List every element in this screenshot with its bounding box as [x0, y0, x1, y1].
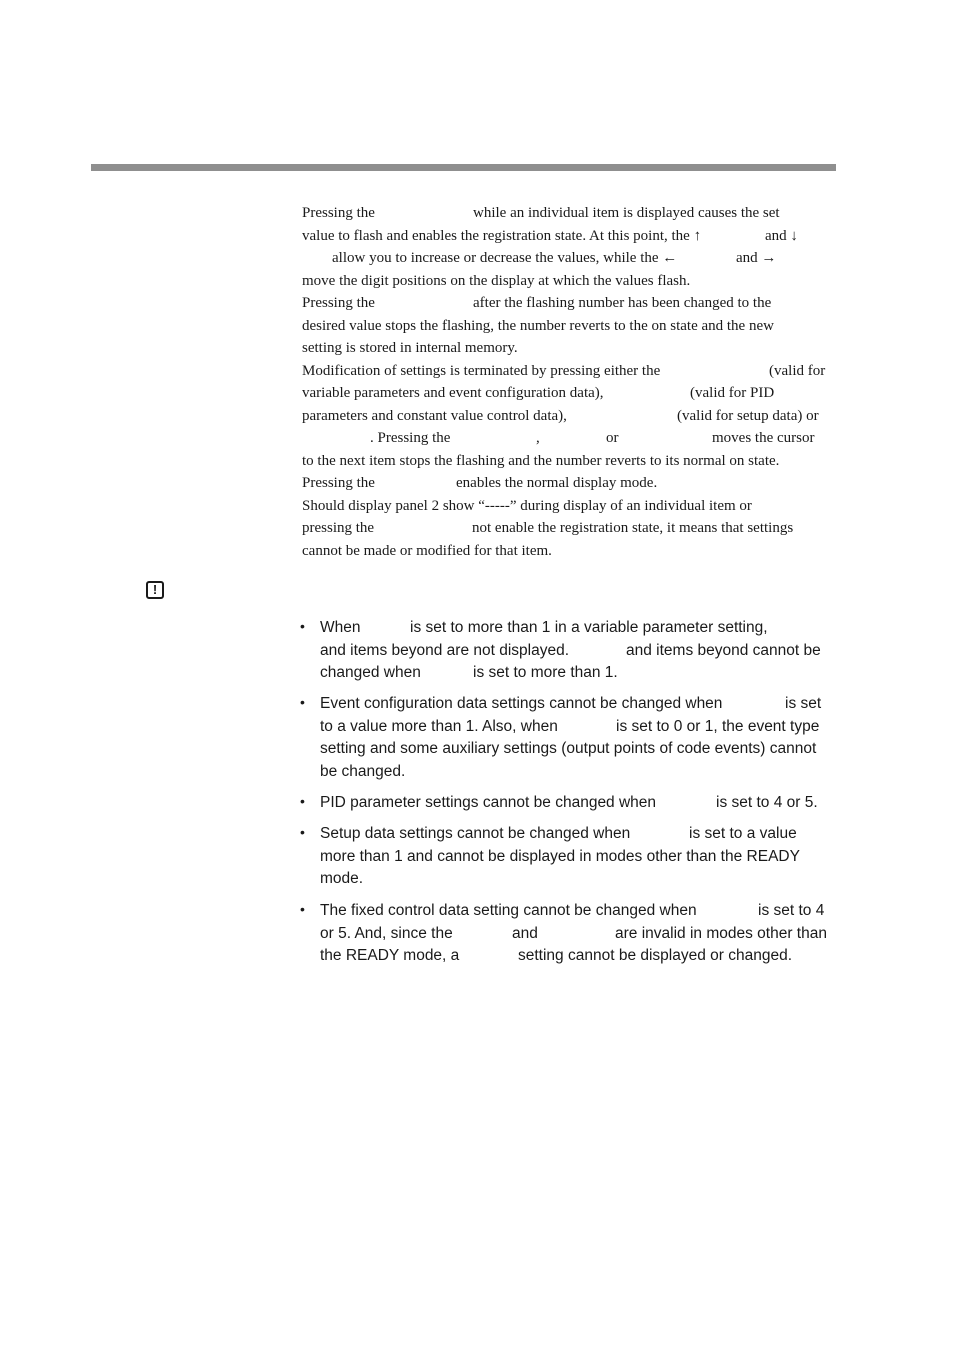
- text-segment: is set to a value: [689, 825, 797, 842]
- text-segment: is set: [785, 695, 822, 712]
- text-segment: is set to 4 or 5.: [716, 794, 818, 811]
- text-segment: (valid for: [769, 362, 826, 379]
- text-segment: or: [606, 430, 619, 446]
- text-segment: are invalid in modes other than: [615, 924, 827, 942]
- text-segment: moves the cursor: [712, 430, 815, 446]
- text-segment: Event configuration data settings cannot be changed when: [320, 695, 723, 712]
- text-segment: (valid for setup data) or: [677, 407, 819, 424]
- text-segment: is set to 0 or 1, the event type: [616, 717, 820, 735]
- text-segment: is set to more than 1 in a variable parameter setting,: [410, 619, 768, 636]
- bullet-marker: •: [300, 618, 305, 634]
- text-segment: Should display panel 2 show “-----” during display of an individual item or: [302, 497, 752, 514]
- text-segment: Pressing the: [302, 475, 375, 491]
- text-segment: cannot be made or modified for that item.: [302, 542, 552, 559]
- text-segment: and: [512, 924, 538, 942]
- text-segment: or 5. And, since the: [320, 924, 453, 942]
- text-segment: changed when: [320, 664, 421, 681]
- text-segment: allow you to increase or decrease the values, while the ←: [332, 250, 678, 266]
- text-segment: setting is stored in internal memory.: [302, 340, 518, 356]
- bullet-marker: •: [300, 824, 305, 840]
- text-segment: and →: [736, 250, 777, 266]
- header-rule: [91, 164, 836, 171]
- text-segment: variable parameters and event configuration data),: [302, 385, 604, 401]
- bullet-marker: •: [300, 694, 305, 710]
- bullet-marker: •: [300, 793, 305, 809]
- text-segment: enables the normal display mode.: [456, 475, 658, 491]
- text-segment: be changed.: [320, 762, 406, 780]
- text-segment: not enable the registration state, it means that settings: [472, 520, 794, 536]
- text-segment: setting and some auxiliary settings (output points of code events) cannot: [320, 740, 817, 757]
- text-segment: and items beyond are not displayed.: [320, 641, 570, 659]
- text-segment: Setup data settings cannot be changed when: [320, 825, 631, 842]
- text-segment: mode.: [320, 870, 364, 887]
- text-segment: Pressing the: [302, 205, 375, 221]
- text-segment: more than 1 and cannot be displayed in modes other than the READY: [320, 847, 800, 865]
- text-segment: move the digit positions on the display at which the values flash.: [302, 272, 691, 289]
- caution-icon: !: [146, 581, 164, 599]
- text-segment: and ↓: [765, 227, 798, 244]
- text-segment: The fixed control data setting cannot be changed when: [320, 902, 697, 919]
- text-segment: is set to 4: [758, 902, 825, 919]
- text-segment: setting cannot be displayed or changed.: [518, 947, 793, 964]
- text-segment: When: [320, 619, 361, 636]
- text-segment: to a value more than 1. Also, when: [320, 717, 558, 735]
- text-segment: Pressing the: [302, 295, 375, 311]
- text-segment: . Pressing the: [370, 430, 451, 446]
- text-segment: value to flash and enables the registration state. At this point, the ↑: [302, 227, 702, 244]
- text-segment: parameters and constant value control data),: [302, 407, 567, 424]
- text-segment: PID parameter settings cannot be changed when: [320, 794, 657, 811]
- text-segment: after the flashing number has been changed to the: [473, 295, 772, 311]
- text-segment: Modification of settings is terminated by pressing either the: [302, 362, 661, 379]
- text-segment: while an individual item is displayed causes the set: [473, 205, 780, 221]
- text-segment: ,: [536, 430, 540, 446]
- bullet-marker: •: [300, 901, 305, 917]
- text-segment: pressing the: [302, 520, 375, 536]
- text-segment: is set to more than 1.: [473, 664, 618, 681]
- text-segment: (valid for PID: [690, 385, 775, 401]
- text-segment: the READY mode, a: [320, 947, 460, 964]
- text-segment: desired value stops the flashing, the number reverts to the on state and the new: [302, 317, 774, 334]
- text-segment: and items beyond cannot be: [626, 641, 821, 659]
- text-segment: to the next item stops the flashing and the number reverts to its normal on state.: [302, 452, 780, 469]
